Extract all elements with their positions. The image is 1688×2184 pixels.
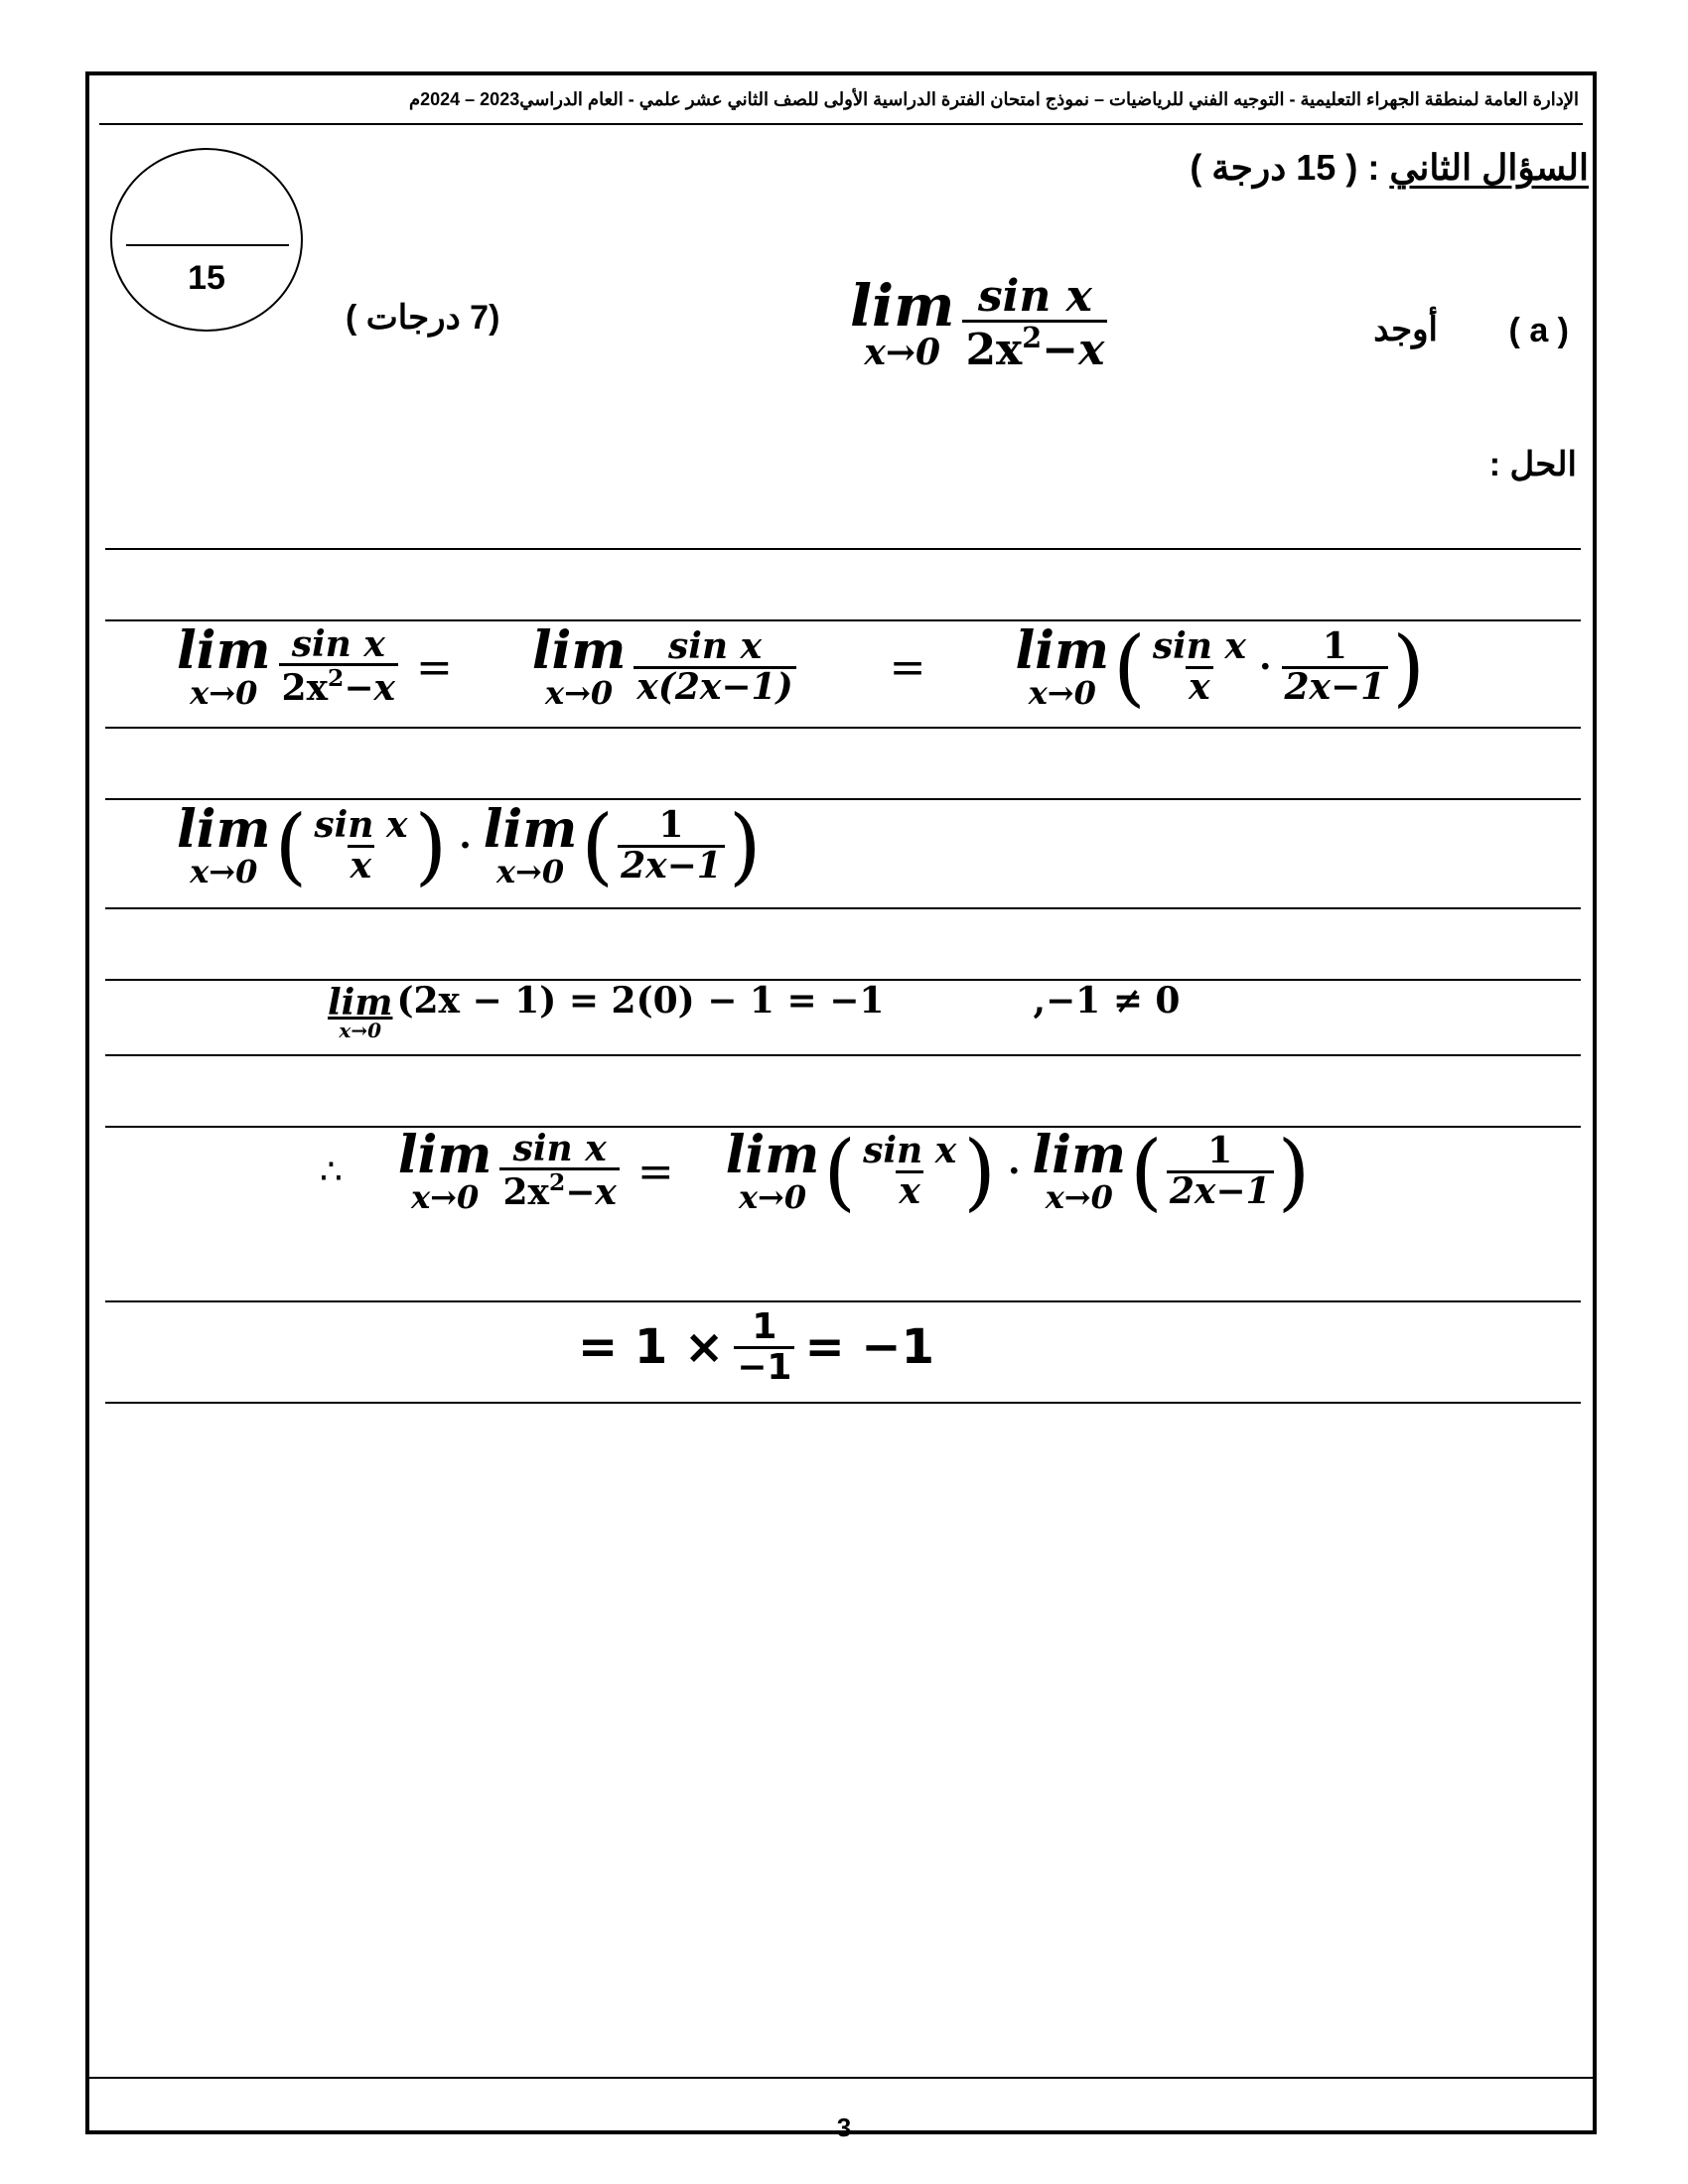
solution-step-2 [177, 797, 762, 894]
left-paren: ( [581, 797, 615, 894]
fraction: $\frac{1}{2x-1}$ [1282, 628, 1389, 707]
right-paren: ) [963, 1123, 996, 1220]
solution-label: الحل : [1488, 446, 1577, 483]
left-paren: ( [1113, 618, 1146, 716]
fraction: $\frac{\text{sin x}}{x}$ [863, 1129, 957, 1212]
fraction: $\frac{\text{sin x}}{2x^2-x}$ [962, 274, 1107, 374]
fraction: $\frac{\text{sin x}}{2x^2-x}$ [499, 1131, 619, 1213]
dot-operator: · [1007, 1151, 1021, 1192]
answer-line [105, 619, 1581, 621]
limit-operator: lim x→0 [1032, 1125, 1127, 1216]
answer-line [105, 1054, 1581, 1056]
answer-line [105, 727, 1581, 729]
part-marks: (7 درجات ) [346, 299, 500, 337]
question-title [1190, 147, 1589, 189]
dot-operator: · [459, 825, 472, 867]
equals-sign: = [415, 641, 453, 693]
header-rule [99, 123, 1583, 125]
solution-step-5 [578, 1308, 934, 1387]
score-divider [126, 244, 289, 246]
final-result: = −1 [804, 1319, 935, 1376]
limit-operator: lim x→0 [483, 799, 578, 890]
equals-sign: = [636, 1146, 674, 1197]
limit-operator: lim x→0 [328, 982, 393, 1042]
fraction: $\frac{1}{2x-1}$ [1167, 1133, 1274, 1211]
solution-step-4 [320, 1123, 1311, 1220]
limit-operator: lim x→0 [531, 620, 627, 712]
fraction: $\frac{1}{-1}$ [734, 1308, 794, 1387]
right-paren: ) [1392, 618, 1426, 716]
fraction: $\frac{\text{sin x}}{2x^2-x}$ [279, 626, 398, 709]
solution-step-1 [177, 618, 1426, 716]
fraction: $\frac{\text{sin x}}{x(2x-1)}$ [633, 628, 795, 707]
footer-rule [89, 2077, 1593, 2079]
right-paren: ) [1277, 1123, 1311, 1220]
limit-operator: lim x→0 [1015, 620, 1110, 712]
limit-operator: lim x→0 [725, 1125, 820, 1216]
page-number: 3 [836, 2113, 852, 2142]
right-paren: ) [728, 797, 762, 894]
left-paren: ( [823, 1123, 857, 1220]
answer-line [105, 1402, 1581, 1404]
answer-line [105, 907, 1581, 909]
fraction: $\frac{\text{sin x}}{x}$ [1152, 624, 1246, 708]
equals-sign: = [889, 641, 926, 693]
exam-header: الإدارة العامة لمنطقة الجهراء التعليمية - التوجيه الفني للرياضيات – نموذج امتحان الفترة الدراسية الأولى للصف الثاني عشر علمي - العام الدراسي2023 – 2024م [408, 89, 1579, 109]
question-title-number: السؤال الثاني [1389, 147, 1589, 188]
score-circle [110, 148, 303, 332]
limit-evaluation: (2x − 1) = 2(0) − 1 = −1 [396, 980, 885, 1022]
fraction: $\frac{\text{sin x}}{x}$ [314, 803, 408, 887]
score-total: 15 [188, 259, 225, 297]
question-title-marks: : ( 15 درجة ) [1190, 147, 1380, 188]
page-frame [85, 71, 1597, 2134]
limit-operator: lim x→0 [850, 272, 955, 374]
left-paren: ( [274, 797, 308, 894]
answer-line [105, 798, 1581, 800]
limit-operator: lim x→0 [177, 799, 271, 890]
answer-line [105, 1300, 1581, 1302]
limit-operator: lim x→0 [177, 620, 271, 712]
nonzero-condition: ,−1 ≠ 0 [1033, 980, 1181, 1022]
solution-step-3 [328, 980, 1181, 1042]
problem-expression [850, 271, 1111, 376]
fraction: $\frac{1}{2x-1}$ [618, 807, 725, 886]
find-instruction: أوجد [1373, 311, 1438, 348]
limit-operator: lim x→0 [397, 1125, 492, 1216]
part-label: ( a ) [1508, 312, 1569, 349]
dot-operator: · [1258, 646, 1272, 688]
therefore-symbol: ∴ [320, 1151, 343, 1192]
right-paren: ) [414, 797, 448, 894]
answer-line [105, 548, 1581, 550]
left-paren: ( [1130, 1123, 1163, 1220]
final-lead: = 1 × [578, 1319, 725, 1376]
